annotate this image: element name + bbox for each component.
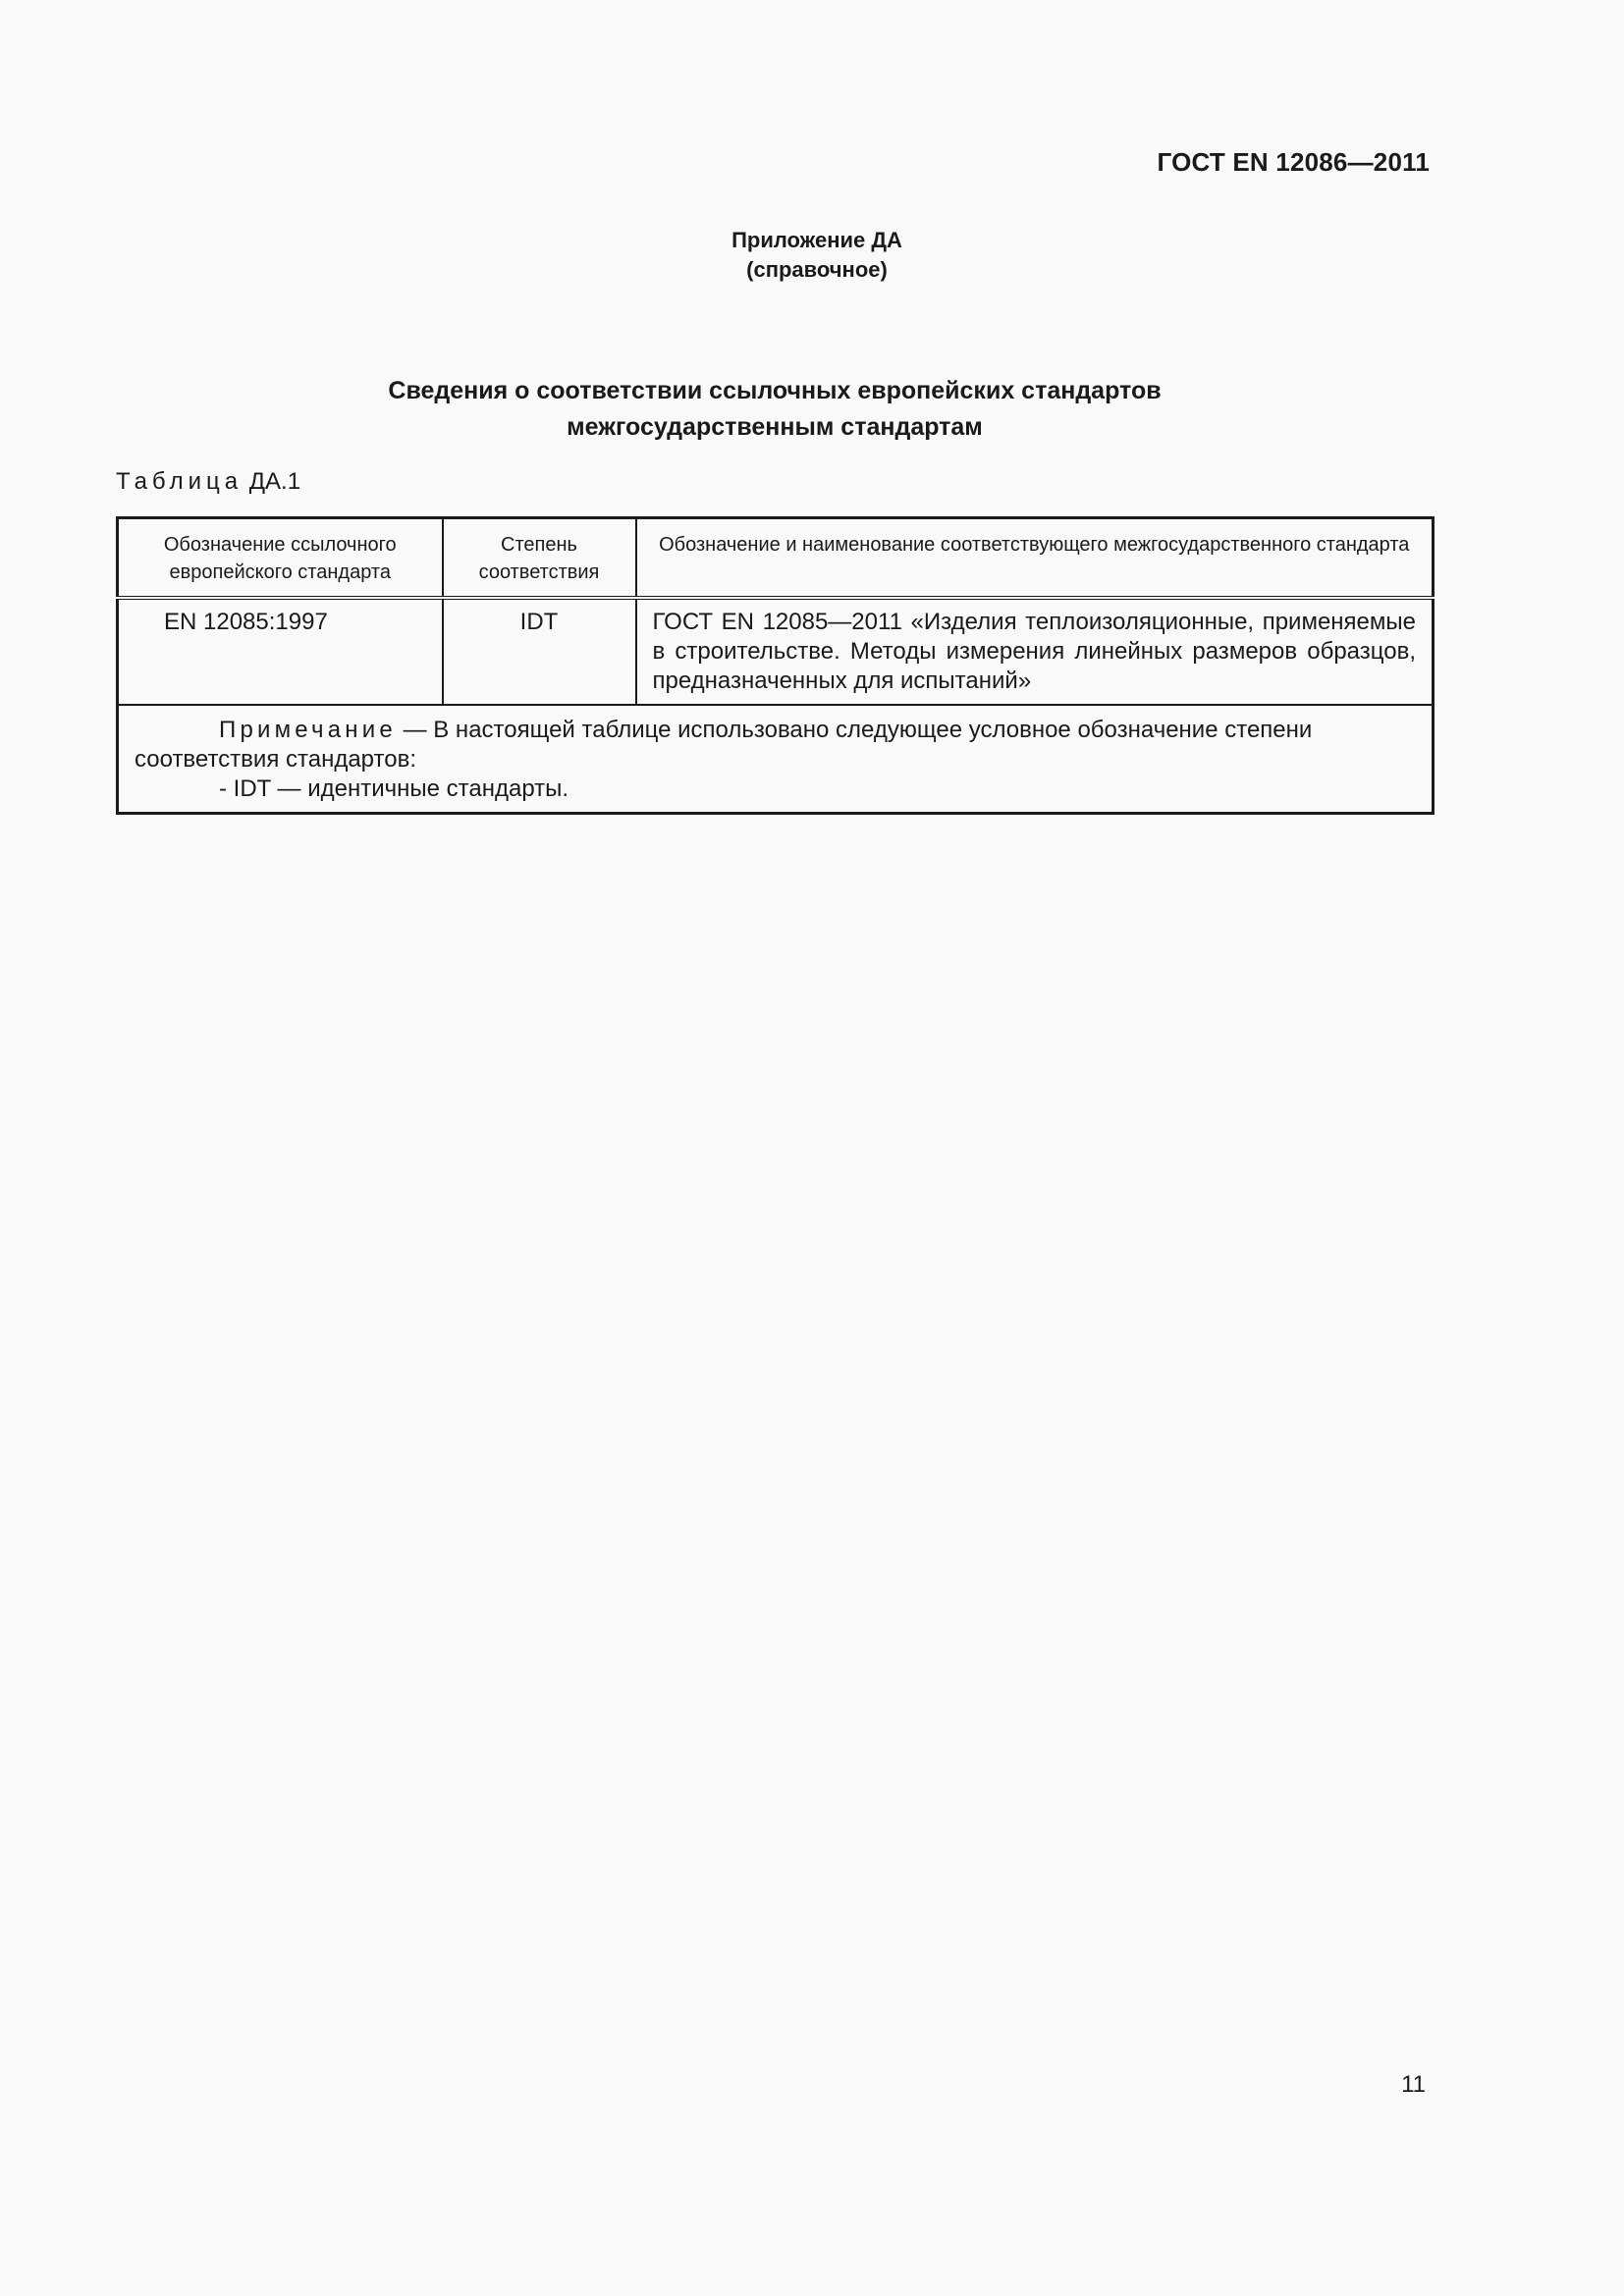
table-row xyxy=(118,598,1434,705)
document-designation: ГОСТ EN 12086—2011 xyxy=(1157,147,1430,177)
table-header-row xyxy=(118,518,1434,599)
header-ref-standard: Обозначение ссылочного европейского стандарта xyxy=(118,518,443,599)
appendix-heading xyxy=(0,226,1624,285)
table-note-row xyxy=(118,705,1434,814)
note-text: — В настоящей таблице использовано следующее условное обозначение степени соответствия стандартов: xyxy=(135,717,1313,773)
header-degree: Степень соответствия xyxy=(443,518,636,599)
section-title-line1: Сведения о соответствии ссылочных европейских стандартов xyxy=(388,377,1162,404)
table-caption-id: ДА.1 xyxy=(248,468,301,495)
note-paragraph xyxy=(135,716,1418,774)
page-number: 11 xyxy=(1401,2071,1426,2098)
note-list-item: - IDT — идентичные стандарты. xyxy=(219,775,569,802)
section-title-line2: межгосударственным стандартам xyxy=(567,413,983,441)
appendix-subtitle: (справочное) xyxy=(746,257,888,282)
table-note xyxy=(118,705,1434,814)
cell-ref-standard: EN 12085:1997 xyxy=(118,598,443,705)
note-label: Примечание xyxy=(219,717,397,743)
table-caption xyxy=(116,468,300,496)
correspondence-table xyxy=(116,516,1435,815)
cell-degree: IDT xyxy=(443,598,636,705)
appendix-title: Приложение ДА xyxy=(731,228,902,252)
table-caption-word: Таблица xyxy=(116,468,244,495)
cell-interstate-standard: ГОСТ EN 12085—2011 «Изделия теплоизоляционные, применяемые в строительстве. Методы измерения линейных размеров образцов, предназначенных для испытаний» xyxy=(636,598,1434,705)
header-interstate-standard: Обозначение и наименование соответствующего межгосударственного стандарта xyxy=(636,518,1434,599)
section-title xyxy=(118,373,1432,446)
